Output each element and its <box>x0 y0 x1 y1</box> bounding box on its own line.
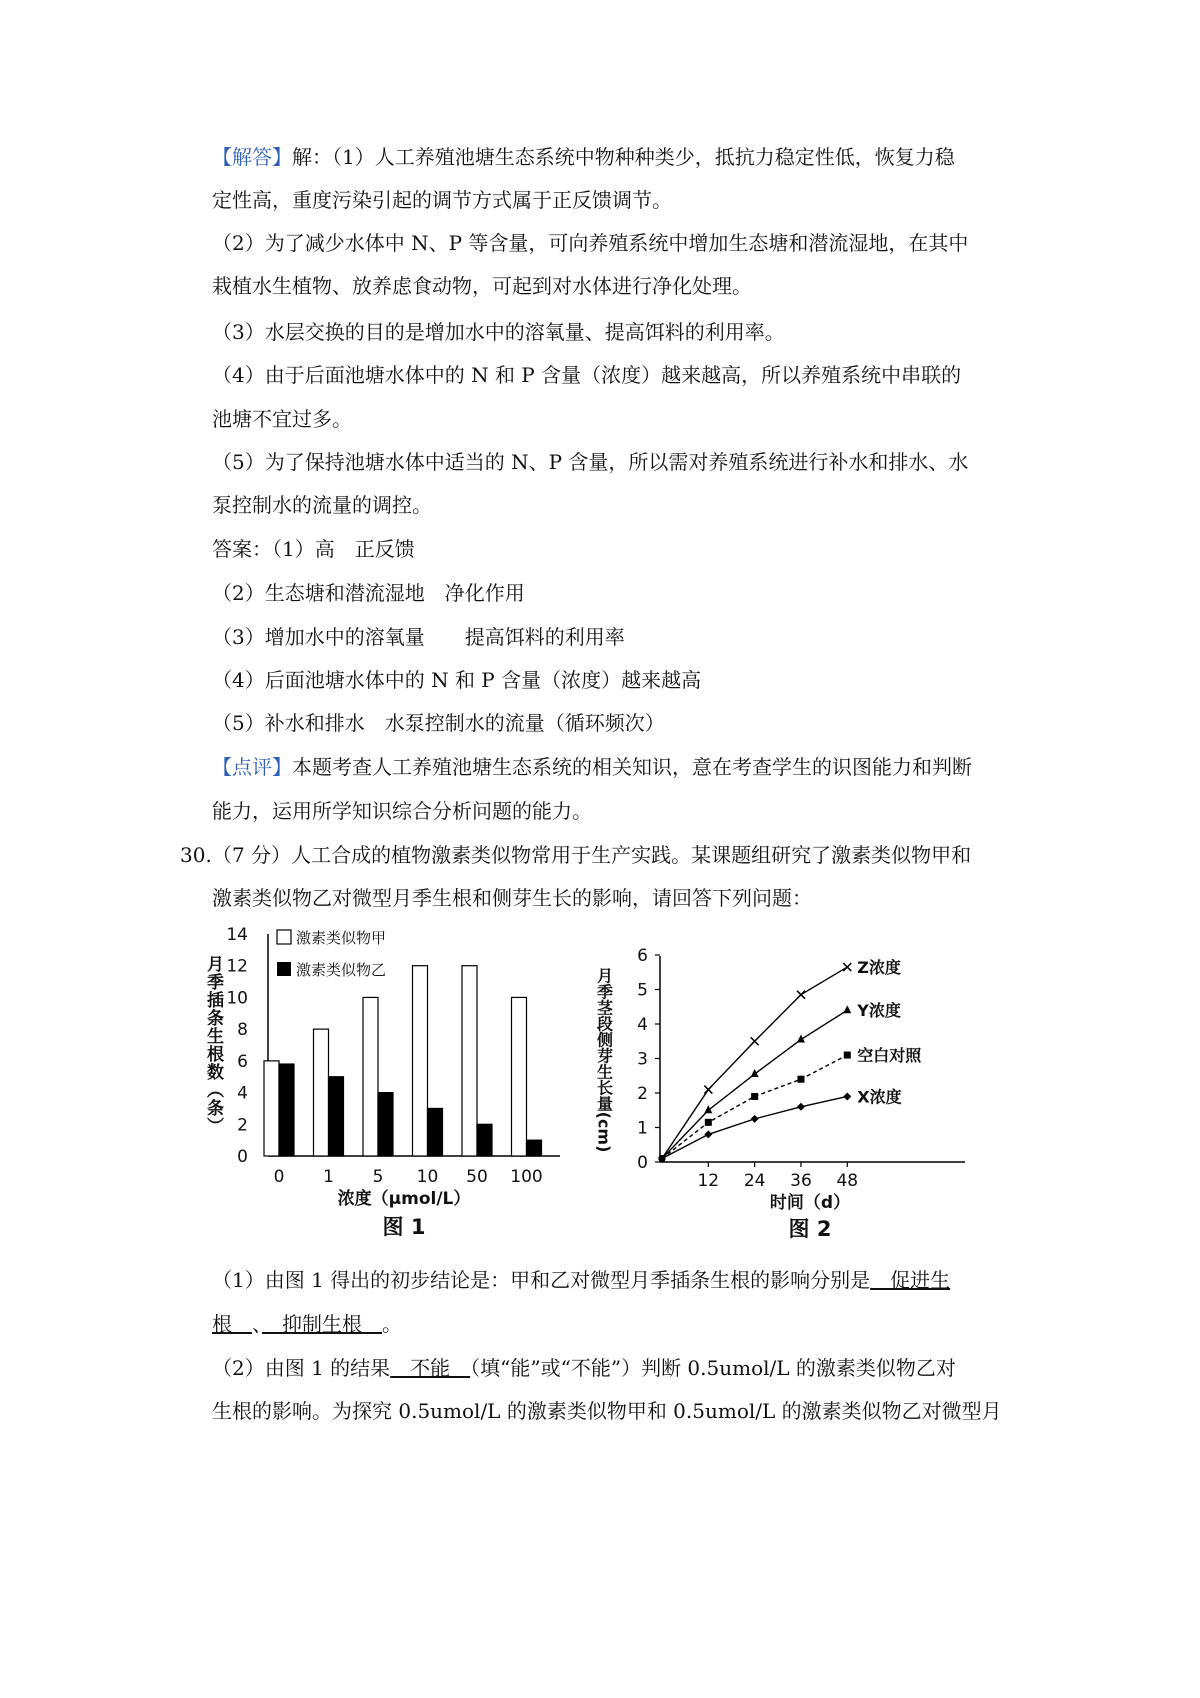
fig2-point-x <box>704 1130 712 1138</box>
fig1-bar-yi <box>378 1093 393 1156</box>
fig1-x-tick: 1 <box>323 1167 334 1187</box>
fig2-point-y <box>751 1069 759 1077</box>
fig1-y-tick: 12 <box>226 956 248 977</box>
fig2-point-control <box>751 1093 758 1100</box>
fig1-y-tick: 14 <box>226 925 248 945</box>
key-2: （2）生态塘和潜流湿地 净化作用 <box>212 581 525 605</box>
fig1-y-tick: 10 <box>226 988 248 1009</box>
answer-line-9: 泵控制水的流量的调控。 <box>212 493 432 517</box>
fig1-bar-jia <box>314 1029 329 1156</box>
question-number: 30. <box>180 843 212 867</box>
fig1-bar-yi <box>428 1108 443 1156</box>
answer-line-6: （4）由于后面池塘水体中的 N 和 P 含量（浓度）越来越高，所以养殖系统中串联的 <box>212 363 962 387</box>
key-3: （3）增加水中的溶氧量 提高饵料的利用率 <box>212 625 625 649</box>
fig1-y-tick: 0 <box>237 1147 248 1167</box>
subquestion-1-line-2: 根 、 抑制生根 。 <box>212 1312 402 1336</box>
subquestion-2-line-1: （2）由图 1 的结果 不能 （填“能”或“不能”）判断 0.5umol/L 的激素类似物乙对 <box>212 1356 956 1380</box>
fig1-x-tick: 0 <box>273 1167 285 1187</box>
fig1-bar-jia <box>264 1061 279 1156</box>
answer-tag: 【解答】 <box>212 145 292 169</box>
fig2-point-control <box>844 1052 851 1059</box>
fig2-series-label: 空白对照 <box>857 1046 922 1066</box>
figure-1-bar-chart <box>203 925 560 1239</box>
fig2-point-z <box>843 963 851 971</box>
answer-blank-1a: 促进生 <box>870 1268 951 1292</box>
figures <box>0 920 1200 1260</box>
fig2-point-y <box>843 1005 851 1013</box>
comment-line-2: 能力，运用所学知识综合分析问题的能力。 <box>212 799 592 823</box>
fig1-bar-jia <box>413 966 428 1156</box>
fig2-x-tick: 48 <box>836 1171 859 1191</box>
fig1-y-label: 月季插条生根数（条） <box>203 955 223 1135</box>
fig1-x-tick: 50 <box>466 1167 488 1187</box>
fig2-x-tick: 12 <box>697 1171 720 1191</box>
fig2-point-x <box>751 1115 759 1123</box>
fig1-y-tick: 2 <box>237 1115 248 1136</box>
answer-line-3: （2）为了减少水体中 N、P 等含量，可向养殖系统中增加生态塘和潜流湿地，在其中 <box>212 231 969 255</box>
comment-tag: 【点评】 <box>212 755 292 779</box>
answer-line-2: 定性高，重度污染引起的调节方式属于正反馈调节。 <box>212 188 672 212</box>
answer-line-7: 池塘不宜过多。 <box>212 407 352 431</box>
fig2-y-tick: 1 <box>637 1118 648 1139</box>
fig2-series-label: Y浓度 <box>857 1001 901 1021</box>
fig2-point-control <box>705 1119 712 1126</box>
fig2-y-tick: 2 <box>637 1084 648 1104</box>
fig1-bar-yi <box>477 1124 492 1156</box>
fig2-series-label: X浓度 <box>857 1087 902 1107</box>
key-4: （4）后面池塘水体中的 N 和 P 含量（浓度）越来越高 <box>212 668 702 692</box>
fig1-y-tick: 6 <box>237 1051 248 1072</box>
fig2-x-tick: 36 <box>790 1171 812 1191</box>
question-line-2: 激素类似物乙对微型月季生根和侧芽生长的影响，请回答下列问题： <box>212 886 812 910</box>
fig2-point-x <box>797 1103 805 1111</box>
fig2-y-tick: 5 <box>637 980 648 1001</box>
figure-2-line-chart <box>595 946 966 1241</box>
subquestion-2-line-2: 生根的影响。为探究 0.5umol/L 的激素类似物甲和 0.5umol/L 的激素类似物乙对微型月 <box>212 1399 1002 1423</box>
answer-line-1: 【解答】解：（1）人工养殖池塘生态系统中物种种类少，抵抗力稳定性低，恢复力稳 <box>212 145 955 169</box>
fig1-x-label: 浓度（μmol/L） <box>337 1189 471 1209</box>
fig1-bar-yi <box>329 1077 344 1156</box>
fig1-y-tick: 8 <box>237 1020 248 1041</box>
question-line-1: （7 分）人工合成的植物激素类似物常用于生产实践。某课题组研究了激素类似物甲和 <box>212 843 972 867</box>
fig2-y-label: 月季茎段侧芽生长量(cm) <box>594 967 614 1153</box>
fig2-origin-point <box>659 1155 666 1162</box>
fig2-point-z <box>751 1037 759 1045</box>
key-5: （5）补水和排水 水泵控制水的流量（循环频次） <box>212 711 665 735</box>
legend-label-yi: 激素类似物乙 <box>296 961 387 979</box>
fig2-series-line <box>662 1096 847 1158</box>
answer-line-8: （5）为了保持池塘水体中适当的 N、P 含量，所以需对养殖系统进行补水和排水、水 <box>212 450 969 474</box>
fig2-y-tick: 6 <box>637 946 648 966</box>
answer-blank-1b: 根 <box>212 1312 252 1336</box>
answer-line-5: （3）水层交换的目的是增加水中的溶氧量、提高饵料的利用率。 <box>212 320 785 344</box>
legend-swatch-yi <box>277 962 291 976</box>
fig2-point-z <box>797 991 805 999</box>
subquestion-1-line-1: （1）由图 1 得出的初步结论是：甲和乙对微型月季插条生根的影响分别是 促进生 <box>212 1268 951 1292</box>
fig1-bar-jia <box>363 997 378 1156</box>
fig1-bar-jia <box>462 966 477 1156</box>
comment-line-1: 【点评】本题考查人工养殖池塘生态系统的相关知识，意在考查学生的识图能力和判断 <box>212 755 972 779</box>
legend-label-jia: 激素类似物甲 <box>296 929 387 947</box>
fig1-y-tick: 4 <box>237 1083 248 1104</box>
answer-line-4: 栽植水生植物、放养虑食动物，可起到对水体进行净化处理。 <box>212 274 752 298</box>
fig2-caption: 图 2 <box>788 1217 832 1241</box>
answer-blank-3: 不能 <box>390 1356 471 1380</box>
fig1-x-tick: 100 <box>510 1167 543 1187</box>
key-label: 答案：（1）高 正反馈 <box>212 537 415 561</box>
legend-swatch-jia <box>277 930 291 944</box>
fig2-y-tick: 3 <box>637 1049 648 1070</box>
fig1-bar-yi <box>279 1064 294 1156</box>
fig1-caption: 图 1 <box>382 1215 426 1239</box>
fig1-x-tick: 5 <box>372 1167 384 1187</box>
fig2-x-label: 时间（d） <box>769 1193 851 1213</box>
fig1-bar-jia <box>512 997 527 1156</box>
fig2-point-z <box>704 1086 712 1094</box>
fig1-x-tick: 10 <box>416 1167 439 1187</box>
fig2-point-control <box>797 1076 804 1083</box>
fig2-point-x <box>843 1092 851 1100</box>
fig2-series-label: Z浓度 <box>857 958 901 978</box>
answer-blank-2: 抑制生根 <box>262 1312 382 1336</box>
fig2-y-tick: 0 <box>637 1153 648 1173</box>
fig2-y-tick: 4 <box>637 1015 648 1035</box>
fig2-point-y <box>704 1105 712 1113</box>
fig1-bar-yi <box>527 1140 542 1156</box>
fig2-x-tick: 24 <box>743 1171 766 1191</box>
